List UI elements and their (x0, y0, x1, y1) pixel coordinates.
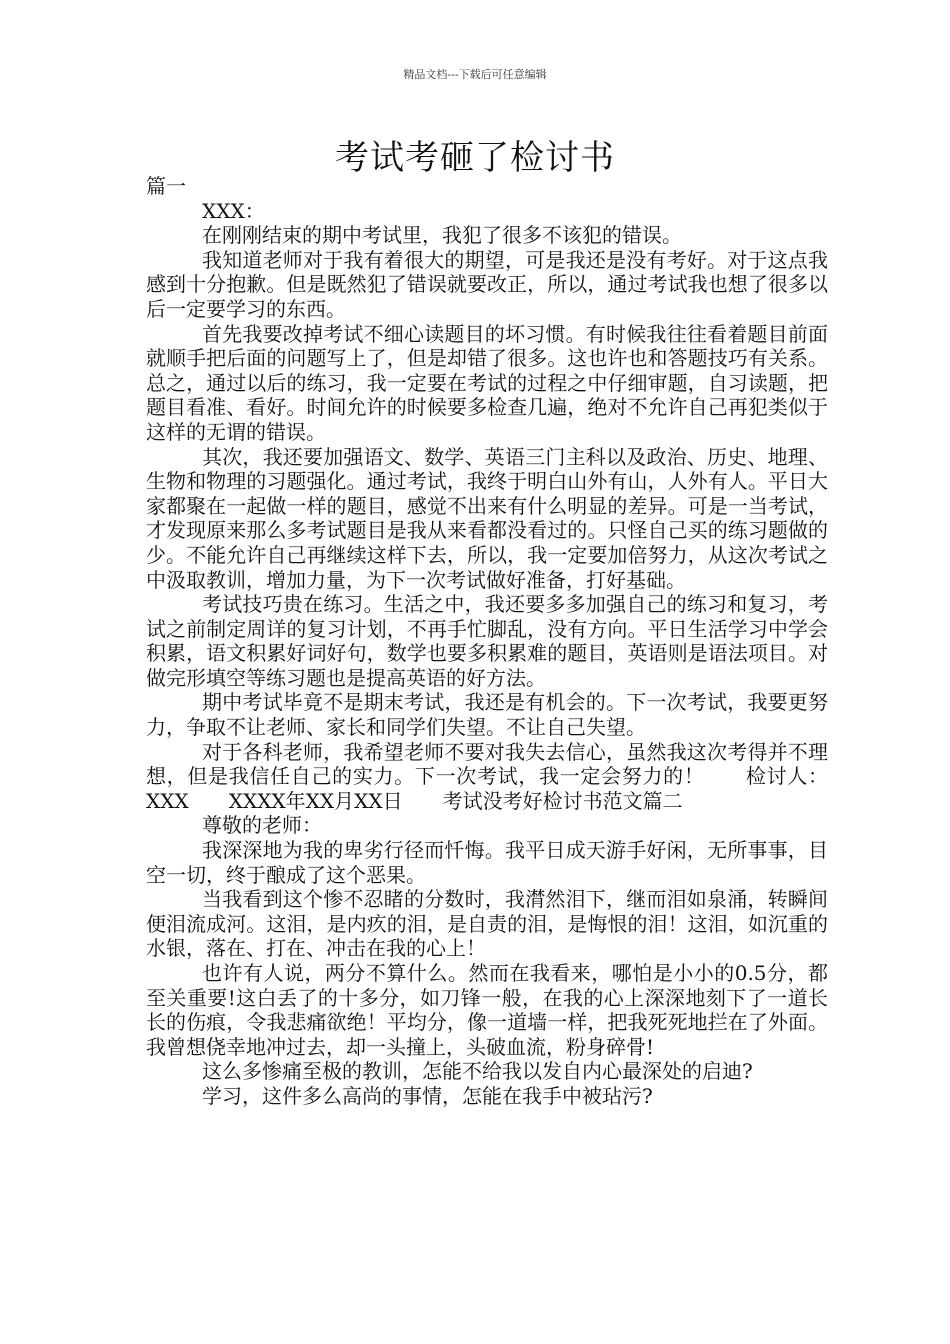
paragraph: 尊敬的老师： (202, 813, 322, 838)
paragraph: 考试技巧贵在练习。生活之中，我还要多多加强自己的练习和复习，考试之前制定周详的复习计划，不再手忙脚乱，没有方向。平日生活学习中学会积累，语文积累好词好句，数学也要多积累难的题目，英语则是语法项目。对做完形填空等练习题也是提高英语的好方法。 (146, 592, 828, 690)
paragraph: 首先我要改掉考试不细心读题目的坏习惯。有时候我往往看着题目前面就顺手把后面的问题写上了，但是却错了很多。这也许也和答题技巧有关系。总之，通过以后的练习，我一定要在考试的过程之中仔细审题，自习读题，把题目看准、看好。时间允许的时候要多检查几遍，绝对不允许自己再犯类似于这样的无谓的错误。 (146, 321, 828, 444)
document-body (146, 174, 828, 1109)
header-note: 精品文档---下载后可任意编辑 (403, 68, 547, 81)
document-title: 考试考砸了检讨书 (335, 138, 615, 178)
paragraph: XXX： (202, 198, 265, 223)
paragraph: 当我看到这个惨不忍睹的分数时，我潸然泪下，继而泪如泉涌，转瞬间便泪流成河。这泪，是内疚的泪，是自责的泪，是悔恨的泪！这泪，如沉重的水银，落在、打在、冲击在我的心上！ (146, 887, 828, 961)
paragraph: 对于各科老师，我希望老师不要对我失去信心，虽然我这次考得并不理想，但是我信任自己的实力。下一次考试，我一定会努力的！ 检讨人：XXX XXXX年XX月XX日 考试没考好检讨书范文篇二 (146, 739, 828, 813)
paragraph: 这么多惨痛至极的教训，怎能不给我以发自内心最深处的启迪? (202, 1059, 753, 1084)
paragraph: 我深深地为我的卑劣行径而忏悔。我平日成天游手好闲，无所事事，目空一切，终于酿成了这个恶果。 (146, 838, 828, 887)
paragraph: 也许有人说，两分不算什么。然而在我看来，哪怕是小小的0.5分，都至关重要!这白丢了的十多分，如刀锋一般，在我的心上深深地刻下了一道长长的伤痕，令我悲痛欲绝！平均分，像一道墙一样，把我死死地拦在了外面。我曾想侥幸地冲过去，却一头撞上，头破血流，粉身碎骨! (146, 961, 828, 1059)
paragraph: 我知道老师对于我有着很大的期望，可是我还是没有考好。对于这点我感到十分抱歉。但是既然犯了错误就要改正，所以，通过考试我也想了很多以后一定要学习的东西。 (146, 247, 828, 321)
paragraph: 学习，这件多么高尚的事情，怎能在我手中被玷污? (202, 1083, 653, 1108)
paragraph: 篇一 (146, 174, 186, 198)
paragraph: 期中考试毕竟不是期末考试，我还是有机会的。下一次考试，我要更努力，争取不让老师、家长和同学们失望。不让自己失望。 (146, 690, 828, 740)
paragraph: 其次，我还要加强语文、数学、英语三门主科以及政治、历史、地理、生物和物理的习题强化。通过考试，我终于明白山外有山，人外有人。平日大家都聚在一起做一样的题目，感觉不出来有什么明显的差异。可是一当考试，才发现原来那么多考试题目是我从来看都没看过的。只怪自己买的练习题做的少。不能允许自己再继续这样下去，所以，我一定要加倍努力，从这次考试之中汲取教训，增加力量，为下一次考试做好准备，打好基础。 (146, 444, 828, 592)
paragraph: 在刚刚结束的期中考试里，我犯了很多不该犯的错误。 (202, 223, 682, 248)
